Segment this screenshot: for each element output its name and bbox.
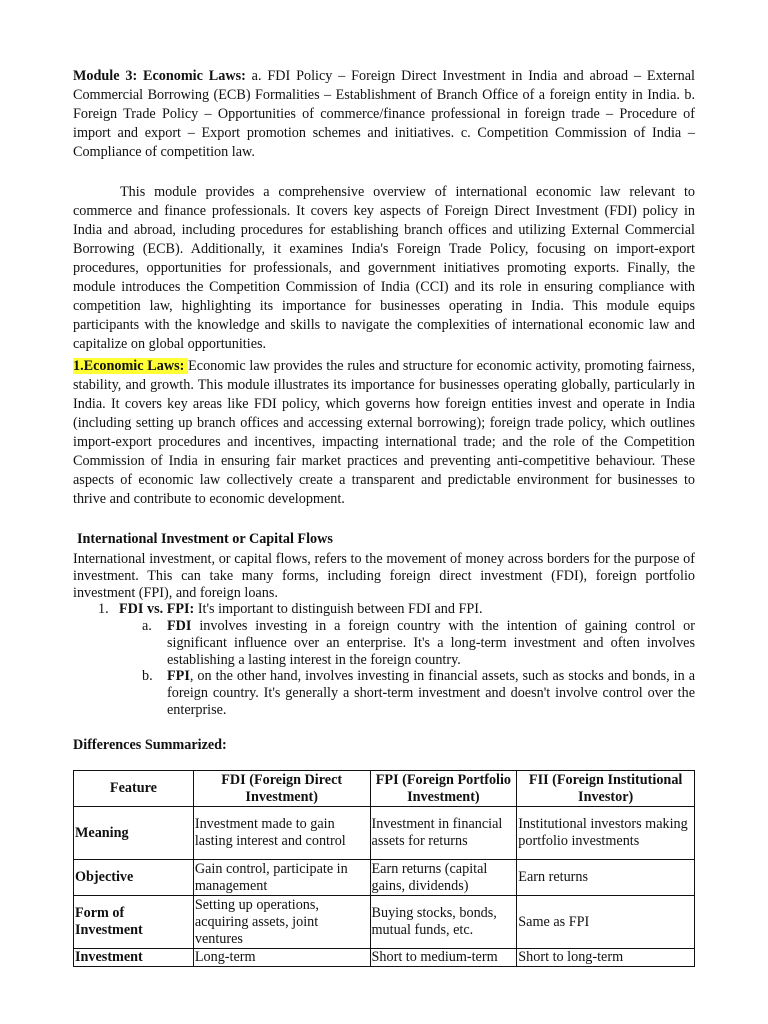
table-header: FPI (Foreign Portfolio Investment)	[370, 771, 517, 807]
table-header: FDI (Foreign Direct Investment)	[193, 771, 370, 807]
table-cell: Objective	[74, 860, 194, 896]
table-cell: Same as FPI	[517, 896, 695, 949]
overview-paragraph: This module provides a comprehensive overview of international economic law relevant to commerce and finance professionals. It covers key aspects of Foreign Direct Investment (FDI) policy in India and abroad, including procedures for establishing branch offices and utilizing External Commercial Borrowing (ECB). Additionally, it examines India's Foreign Trade Policy, focusing on import-export procedures, opportunities for professionals, and government initiatives promoting exports. Finally, the module introduces the Competition Commission of India (CCI) and its role in ensuring compliance with competition law, highlighting its importance for businesses operating in India. This module equips participants with the knowledge and skills to navigate the complexities of international economic law and capitalize on global opportunities.	[73, 184, 695, 352]
table-cell: Long-term	[193, 949, 370, 967]
sub-item-label: FPI	[167, 668, 190, 684]
sub-item-marker: b.	[142, 668, 153, 684]
economic-laws-paragraph	[73, 357, 695, 509]
capital-flows-heading: International Investment or Capital Flows	[77, 531, 333, 547]
table-cell: Short to medium-term	[370, 949, 517, 967]
table-cell: Buying stocks, bonds, mutual funds, etc.	[370, 896, 517, 949]
module-intro-text: a. FDI Policy – Foreign Direct Investment in India and abroad – External Commercial Borrowing (ECB) Formalities – Establishment of Branch Office of a foreign entity in India. b. Foreign Trade Policy – Opportunities of commerce/finance professional in foreign trade – Procedure of import and export – Export promotion schemes and initiatives. c. Competition Commission of India – Compliance of competition law.	[73, 68, 695, 160]
economic-laws-label: 1.Economic Laws:	[73, 358, 189, 374]
sub-item-marker: a.	[142, 618, 152, 634]
table-row	[74, 949, 695, 967]
table-cell: Form of Investment	[74, 896, 194, 949]
table-cell: Meaning	[74, 807, 194, 860]
table-cell: Short to long-term	[517, 949, 695, 967]
sub-item-text: involves investing in a foreign country with the intention of gaining control or significant influence over an enterprise. It's a long-term investment and often involves establishing a lasting interest in the foreign country.	[167, 618, 695, 668]
capital-flows-paragraph: International investment, or capital flows, refers to the movement of money across borders for the purpose of investment. This can take many forms, including foreign direct investment (FDI), foreign portfolio investment (FPI), and foreign loans.	[73, 551, 695, 601]
sub-item-text: , on the other hand, involves investing in financial assets, such as stocks and bonds, in a foreign country. It's generally a short-term investment and doesn't involve control over the enterprise.	[167, 668, 695, 718]
list-item-text: It's important to distinguish between FDI and FPI.	[194, 601, 483, 617]
table-cell: Setting up operations, acquiring assets, joint ventures	[193, 896, 370, 949]
table-cell: Investment	[74, 949, 194, 967]
table-cell: Gain control, participate in management	[193, 860, 370, 896]
module-intro	[73, 67, 695, 162]
list-item-label: FDI vs. FPI:	[119, 601, 195, 617]
list-number: 1.	[98, 601, 109, 617]
differences-heading: Differences Summarized:	[73, 737, 227, 753]
table-cell: Earn returns	[517, 860, 695, 896]
module-label: Module 3: Economic Laws:	[73, 68, 246, 84]
table-header: Feature	[74, 771, 194, 807]
sub-item-fpi	[142, 668, 695, 719]
table-header: FII (Foreign Institutional Investor)	[517, 771, 695, 807]
table-cell: Investment made to gain lasting interest and control	[193, 807, 370, 860]
differences-table	[73, 770, 695, 967]
sub-item-label: FDI	[167, 618, 192, 634]
table-cell: Earn returns (capital gains, dividends)	[370, 860, 517, 896]
list-item	[98, 601, 695, 618]
table-row	[74, 807, 695, 860]
table-cell: Institutional investors making portfolio investments	[517, 807, 695, 860]
table-row	[74, 860, 695, 896]
table-row	[74, 896, 695, 949]
sub-item-fdi	[142, 618, 695, 669]
economic-laws-text: Economic law provides the rules and structure for economic activity, promoting fairness, stability, and growth. This module illustrates its importance for businesses operating globally, particularly in India. It covers key areas like FDI policy, which governs how foreign entities invest and operate in India (including setting up branch offices and accessing external borrowing); foreign trade policy, which outlines import-export procedures and incentives, impacting international trade; and the role of the Competition Commission of India in ensuring fair market practices and preventing anti-competitive behaviour. These aspects of economic law collectively create a transparent and predictable environment for businesses to thrive and contribute to economic development.	[73, 358, 695, 507]
table-cell: Investment in financial assets for returns	[370, 807, 517, 860]
table-header-row	[74, 771, 695, 807]
